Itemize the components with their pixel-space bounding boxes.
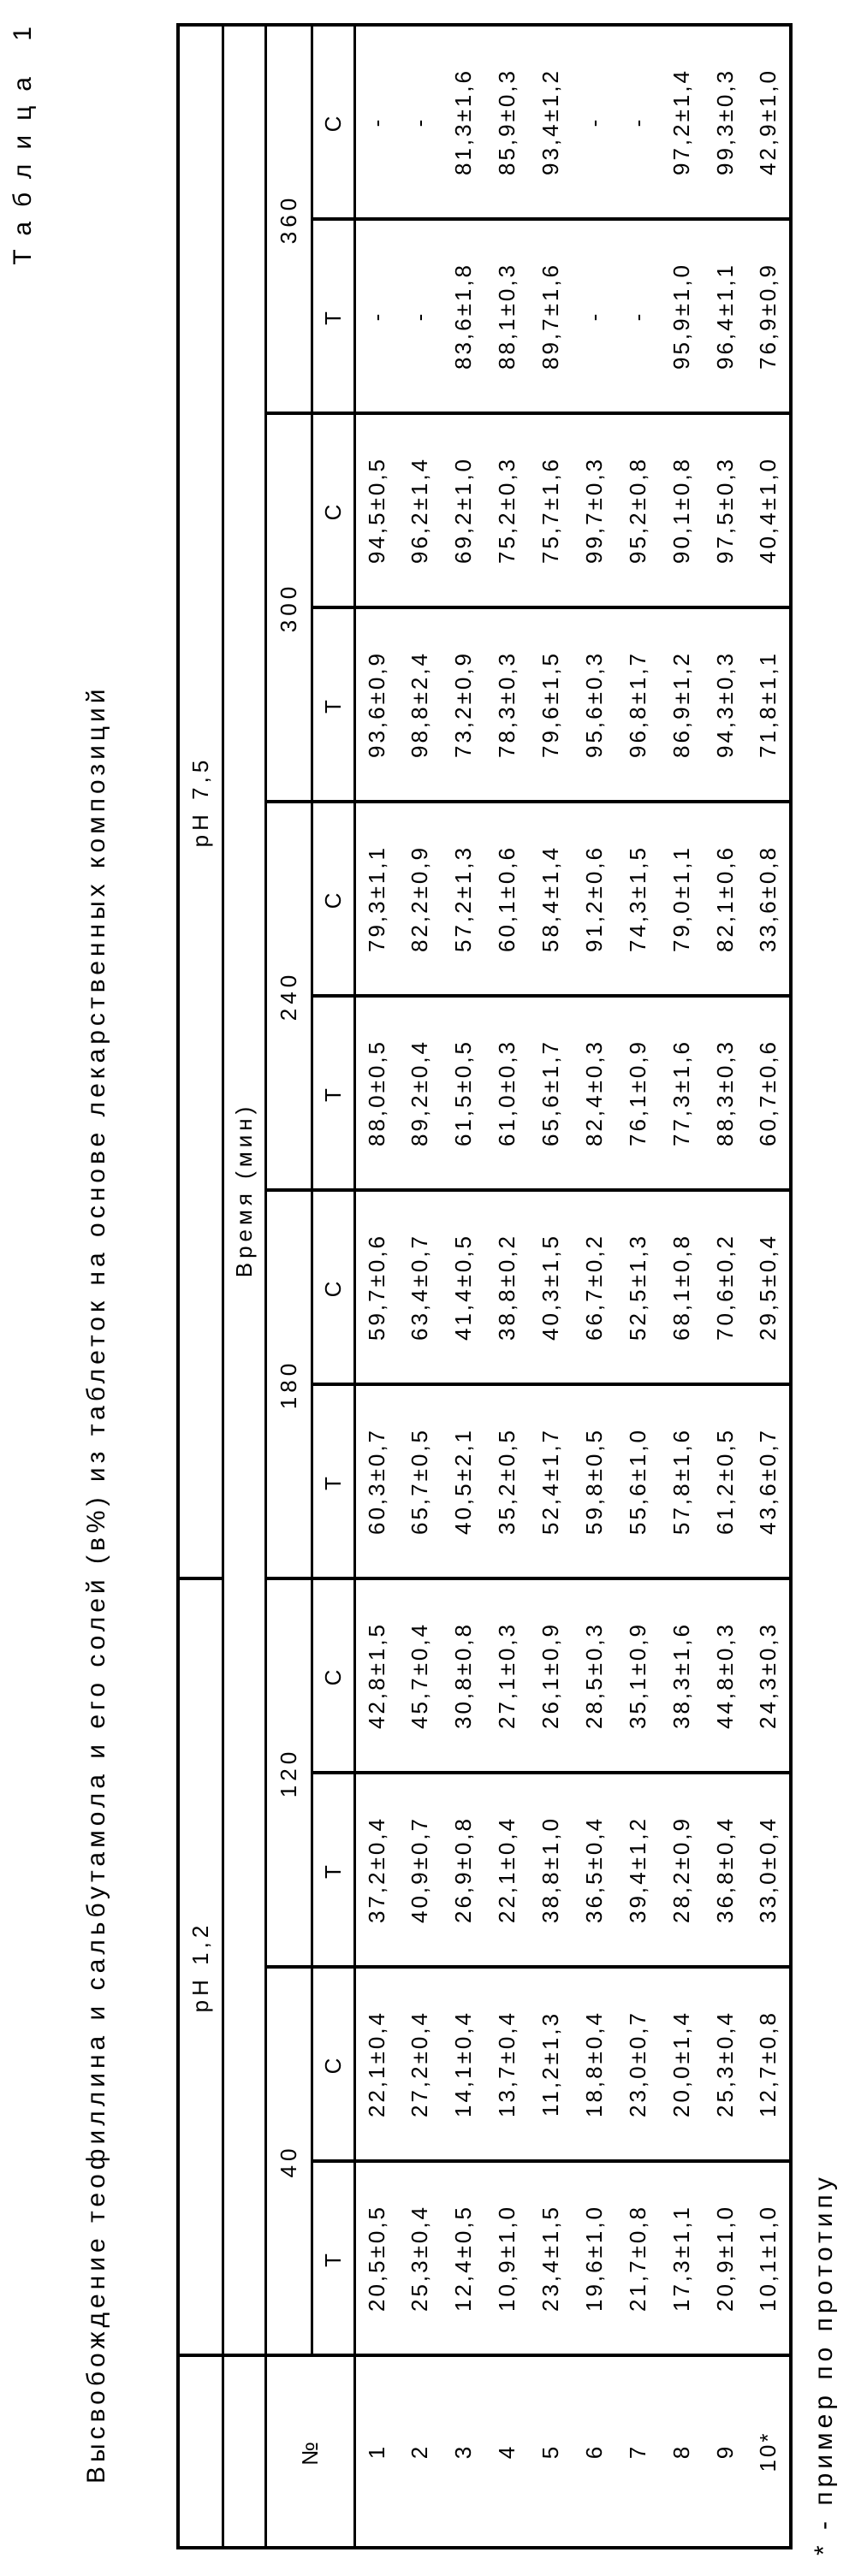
value-cell: 25,3±0,4 [398,2161,442,2355]
subcol-cell: Т [312,1384,354,1578]
value-cell: 96,2±1,4 [398,413,442,607]
value-cell: 38,3±1,6 [660,1578,704,1773]
value-cell: 25,3±0,4 [704,1967,747,2161]
value-cell: 57,8±1,6 [660,1384,704,1578]
value-cell: 26,9±0,8 [442,1773,485,1967]
value-cell: 42,9±1,0 [747,25,791,219]
value-cell: 91,2±0,6 [573,802,616,996]
prototype-footnote: * - пример по прототипу [810,2173,838,2555]
value-cell: 93,6±0,9 [354,607,398,802]
value-cell: 88,3±0,3 [704,996,747,1190]
time-cell: 120 [265,1578,312,1967]
value-cell: 81,3±1,6 [442,25,485,219]
subcol-cell: С [312,1967,354,2161]
value-cell: 95,6±0,3 [573,607,616,802]
value-cell: 23,0±0,7 [616,1967,660,2161]
value-cell: 60,7±0,6 [747,996,791,1190]
subcol-cell: С [312,413,354,607]
value-cell: 22,1±0,4 [354,1967,398,2161]
value-cell: 27,2±0,4 [398,1967,442,2161]
value-cell: 98,8±2,4 [398,607,442,802]
row-number-cell: 2 [398,2355,442,2548]
value-cell: 83,6±1,8 [442,219,485,413]
value-cell: 75,2±0,3 [485,413,529,607]
row-number-cell: 6 [573,2355,616,2548]
table-caption: Высвобождение теофиллина и сальбутамола и его солей (в%) из таблеток на основе лекарственных композиций [82,684,110,2484]
value-cell: 82,1±0,6 [704,802,747,996]
subcol-cell: Т [312,2161,354,2355]
value-cell: 93,4±1,2 [529,25,573,219]
value-cell: 35,1±0,9 [616,1578,660,1773]
value-cell: 10,1±1,0 [747,2161,791,2355]
value-cell: 14,1±0,4 [442,1967,485,2161]
table-row [529,25,573,2548]
value-cell: 96,8±1,7 [616,607,660,802]
value-cell: 42,8±1,5 [354,1578,398,1773]
value-cell: 95,2±0,8 [616,413,660,607]
table-row [398,25,442,2548]
subcol-cell: С [312,1190,354,1384]
subcol-cell: С [312,1578,354,1773]
value-cell: 27,1±0,3 [485,1578,529,1773]
table-row [485,25,529,2548]
value-cell: 99,7±0,3 [573,413,616,607]
value-cell: - [354,219,398,413]
value-cell: 65,7±0,5 [398,1384,442,1578]
value-cell: 52,4±1,7 [529,1384,573,1578]
value-cell: 63,4±0,7 [398,1190,442,1384]
value-cell: 82,2±0,9 [398,802,442,996]
subcol-cell: Т [312,607,354,802]
value-cell: 61,0±0,3 [485,996,529,1190]
value-cell: 88,1±0,3 [485,219,529,413]
value-cell: - [354,25,398,219]
subcol-cell: С [312,802,354,996]
value-cell: - [398,25,442,219]
value-cell: 70,6±0,2 [704,1190,747,1384]
row-number-cell: 3 [442,2355,485,2548]
subcol-cell: Т [312,219,354,413]
value-cell: 24,3±0,3 [747,1578,791,1773]
value-cell: 11,2±1,3 [529,1967,573,2161]
value-cell: 76,1±0,9 [616,996,660,1190]
row-number-cell: 5 [529,2355,573,2548]
value-cell: 45,7±0,4 [398,1578,442,1773]
value-cell: 28,5±0,3 [573,1578,616,1773]
value-cell: 29,5±0,4 [747,1190,791,1384]
value-cell: 40,4±1,0 [747,413,791,607]
value-cell: 10,9±1,0 [485,2161,529,2355]
value-cell: 85,9±0,3 [485,25,529,219]
value-cell: 75,7±1,6 [529,413,573,607]
value-cell: 58,4±1,4 [529,802,573,996]
table-row [354,25,398,2548]
time-values-row [265,25,312,2548]
value-cell: 35,2±0,5 [485,1384,529,1578]
row-number-header-cell: № [265,2355,354,2548]
table-row [616,25,660,2548]
value-cell: 26,1±0,9 [529,1578,573,1773]
value-cell: 39,4±1,2 [616,1773,660,1967]
ph-group-cell: pH 7,5 [178,25,223,1578]
value-cell: 86,9±1,2 [660,607,704,802]
value-cell: 68,1±0,8 [660,1190,704,1384]
value-cell: 59,7±0,6 [354,1190,398,1384]
subcol-cell: Т [312,1773,354,1967]
time-cell: 300 [265,413,312,802]
value-cell: 95,9±1,0 [660,219,704,413]
row-number-cell: 4 [485,2355,529,2548]
value-cell: 30,8±0,8 [442,1578,485,1773]
value-cell: 23,4±1,5 [529,2161,573,2355]
value-cell: 71,8±1,1 [747,607,791,802]
value-cell: 66,7±0,2 [573,1190,616,1384]
time-cell: 40 [265,1967,312,2355]
value-cell: - [616,25,660,219]
value-cell: 38,8±1,0 [529,1773,573,1967]
value-cell: 21,7±0,8 [616,2161,660,2355]
value-cell: 37,2±0,4 [354,1773,398,1967]
value-cell: 55,6±1,0 [616,1384,660,1578]
value-cell: 22,1±0,4 [485,1773,529,1967]
value-cell: 40,3±1,5 [529,1190,573,1384]
table-row [573,25,616,2548]
value-cell: 82,4±0,3 [573,996,616,1190]
subcol-cell: С [312,25,354,219]
table-row [704,25,747,2548]
value-cell: 36,5±0,4 [573,1773,616,1967]
value-cell: 77,3±1,6 [660,996,704,1190]
value-cell: 79,0±1,1 [660,802,704,996]
value-cell: 44,8±0,3 [704,1578,747,1773]
value-cell: 12,7±0,8 [747,1967,791,2161]
table-row [747,25,791,2548]
value-cell: 97,2±1,4 [660,25,704,219]
value-cell: 89,7±1,6 [529,219,573,413]
subcol-cell: Т [312,996,354,1190]
value-cell: 78,3±0,3 [485,607,529,802]
subcolumn-row [312,25,354,2548]
value-cell: 17,3±1,1 [660,2161,704,2355]
value-cell: 20,9±1,0 [704,2161,747,2355]
value-cell: 60,3±0,7 [354,1384,398,1578]
row-number-cell: 10* [747,2355,791,2548]
value-cell: 19,6±1,0 [573,2161,616,2355]
value-cell: 41,4±0,5 [442,1190,485,1384]
value-cell: 69,2±1,0 [442,413,485,607]
value-cell: - [573,219,616,413]
value-cell: 33,6±0,8 [747,802,791,996]
value-cell: 79,3±1,1 [354,802,398,996]
value-cell: 88,0±0,5 [354,996,398,1190]
value-cell: 73,2±0,9 [442,607,485,802]
value-cell: 20,5±0,5 [354,2161,398,2355]
time-cell: 180 [265,1190,312,1578]
row-number-cell: 1 [354,2355,398,2548]
value-cell: 20,0±1,4 [660,1967,704,2161]
value-cell: 12,4±0,5 [442,2161,485,2355]
ph-group-cell: pH 1,2 [178,1578,223,2355]
row-number-cell: 7 [616,2355,660,2548]
value-cell: - [573,25,616,219]
time-header-cell: Время (мин) [223,25,265,2355]
value-cell: 94,5±0,5 [354,413,398,607]
value-cell: 79,6±1,5 [529,607,573,802]
value-cell: 74,3±1,5 [616,802,660,996]
value-cell: 43,6±0,7 [747,1384,791,1578]
value-cell: 52,5±1,3 [616,1190,660,1384]
value-cell: 57,2±1,3 [442,802,485,996]
value-cell: 61,5±0,5 [442,996,485,1190]
value-cell: 90,1±0,8 [660,413,704,607]
corner-cell [178,2355,223,2548]
value-cell: - [616,219,660,413]
table-row [442,25,485,2548]
value-cell: 99,3±0,3 [704,25,747,219]
row-number-cell: 8 [660,2355,704,2548]
value-cell: 28,2±0,9 [660,1773,704,1967]
value-cell: 18,8±0,4 [573,1967,616,2161]
table-label: Таблица 1 [9,12,37,265]
value-cell: 36,8±0,4 [704,1773,747,1967]
value-cell: 60,1±0,6 [485,802,529,996]
value-cell: 59,8±0,5 [573,1384,616,1578]
value-cell: 65,6±1,7 [529,996,573,1190]
value-cell: 76,9±0,9 [747,219,791,413]
row-number-cell: 9 [704,2355,747,2548]
value-cell: 13,7±0,4 [485,1967,529,2161]
time-cell: 240 [265,802,312,1190]
value-cell: 89,2±0,4 [398,996,442,1190]
value-cell: 94,3±0,3 [704,607,747,802]
value-cell: 40,5±2,1 [442,1384,485,1578]
time-header-row [223,25,265,2548]
value-cell: 97,5±0,3 [704,413,747,607]
ph-header-row [178,25,223,2548]
value-cell: 38,8±0,2 [485,1190,529,1384]
value-cell: - [398,219,442,413]
value-cell: 40,9±0,7 [398,1773,442,1967]
value-cell: 96,4±1,1 [704,219,747,413]
time-cell: 360 [265,25,312,413]
value-cell: 33,0±0,4 [747,1773,791,1967]
corner-cell [223,2355,265,2548]
value-cell: 61,2±0,5 [704,1384,747,1578]
table-row [660,25,704,2548]
release-data-table [176,23,793,2549]
